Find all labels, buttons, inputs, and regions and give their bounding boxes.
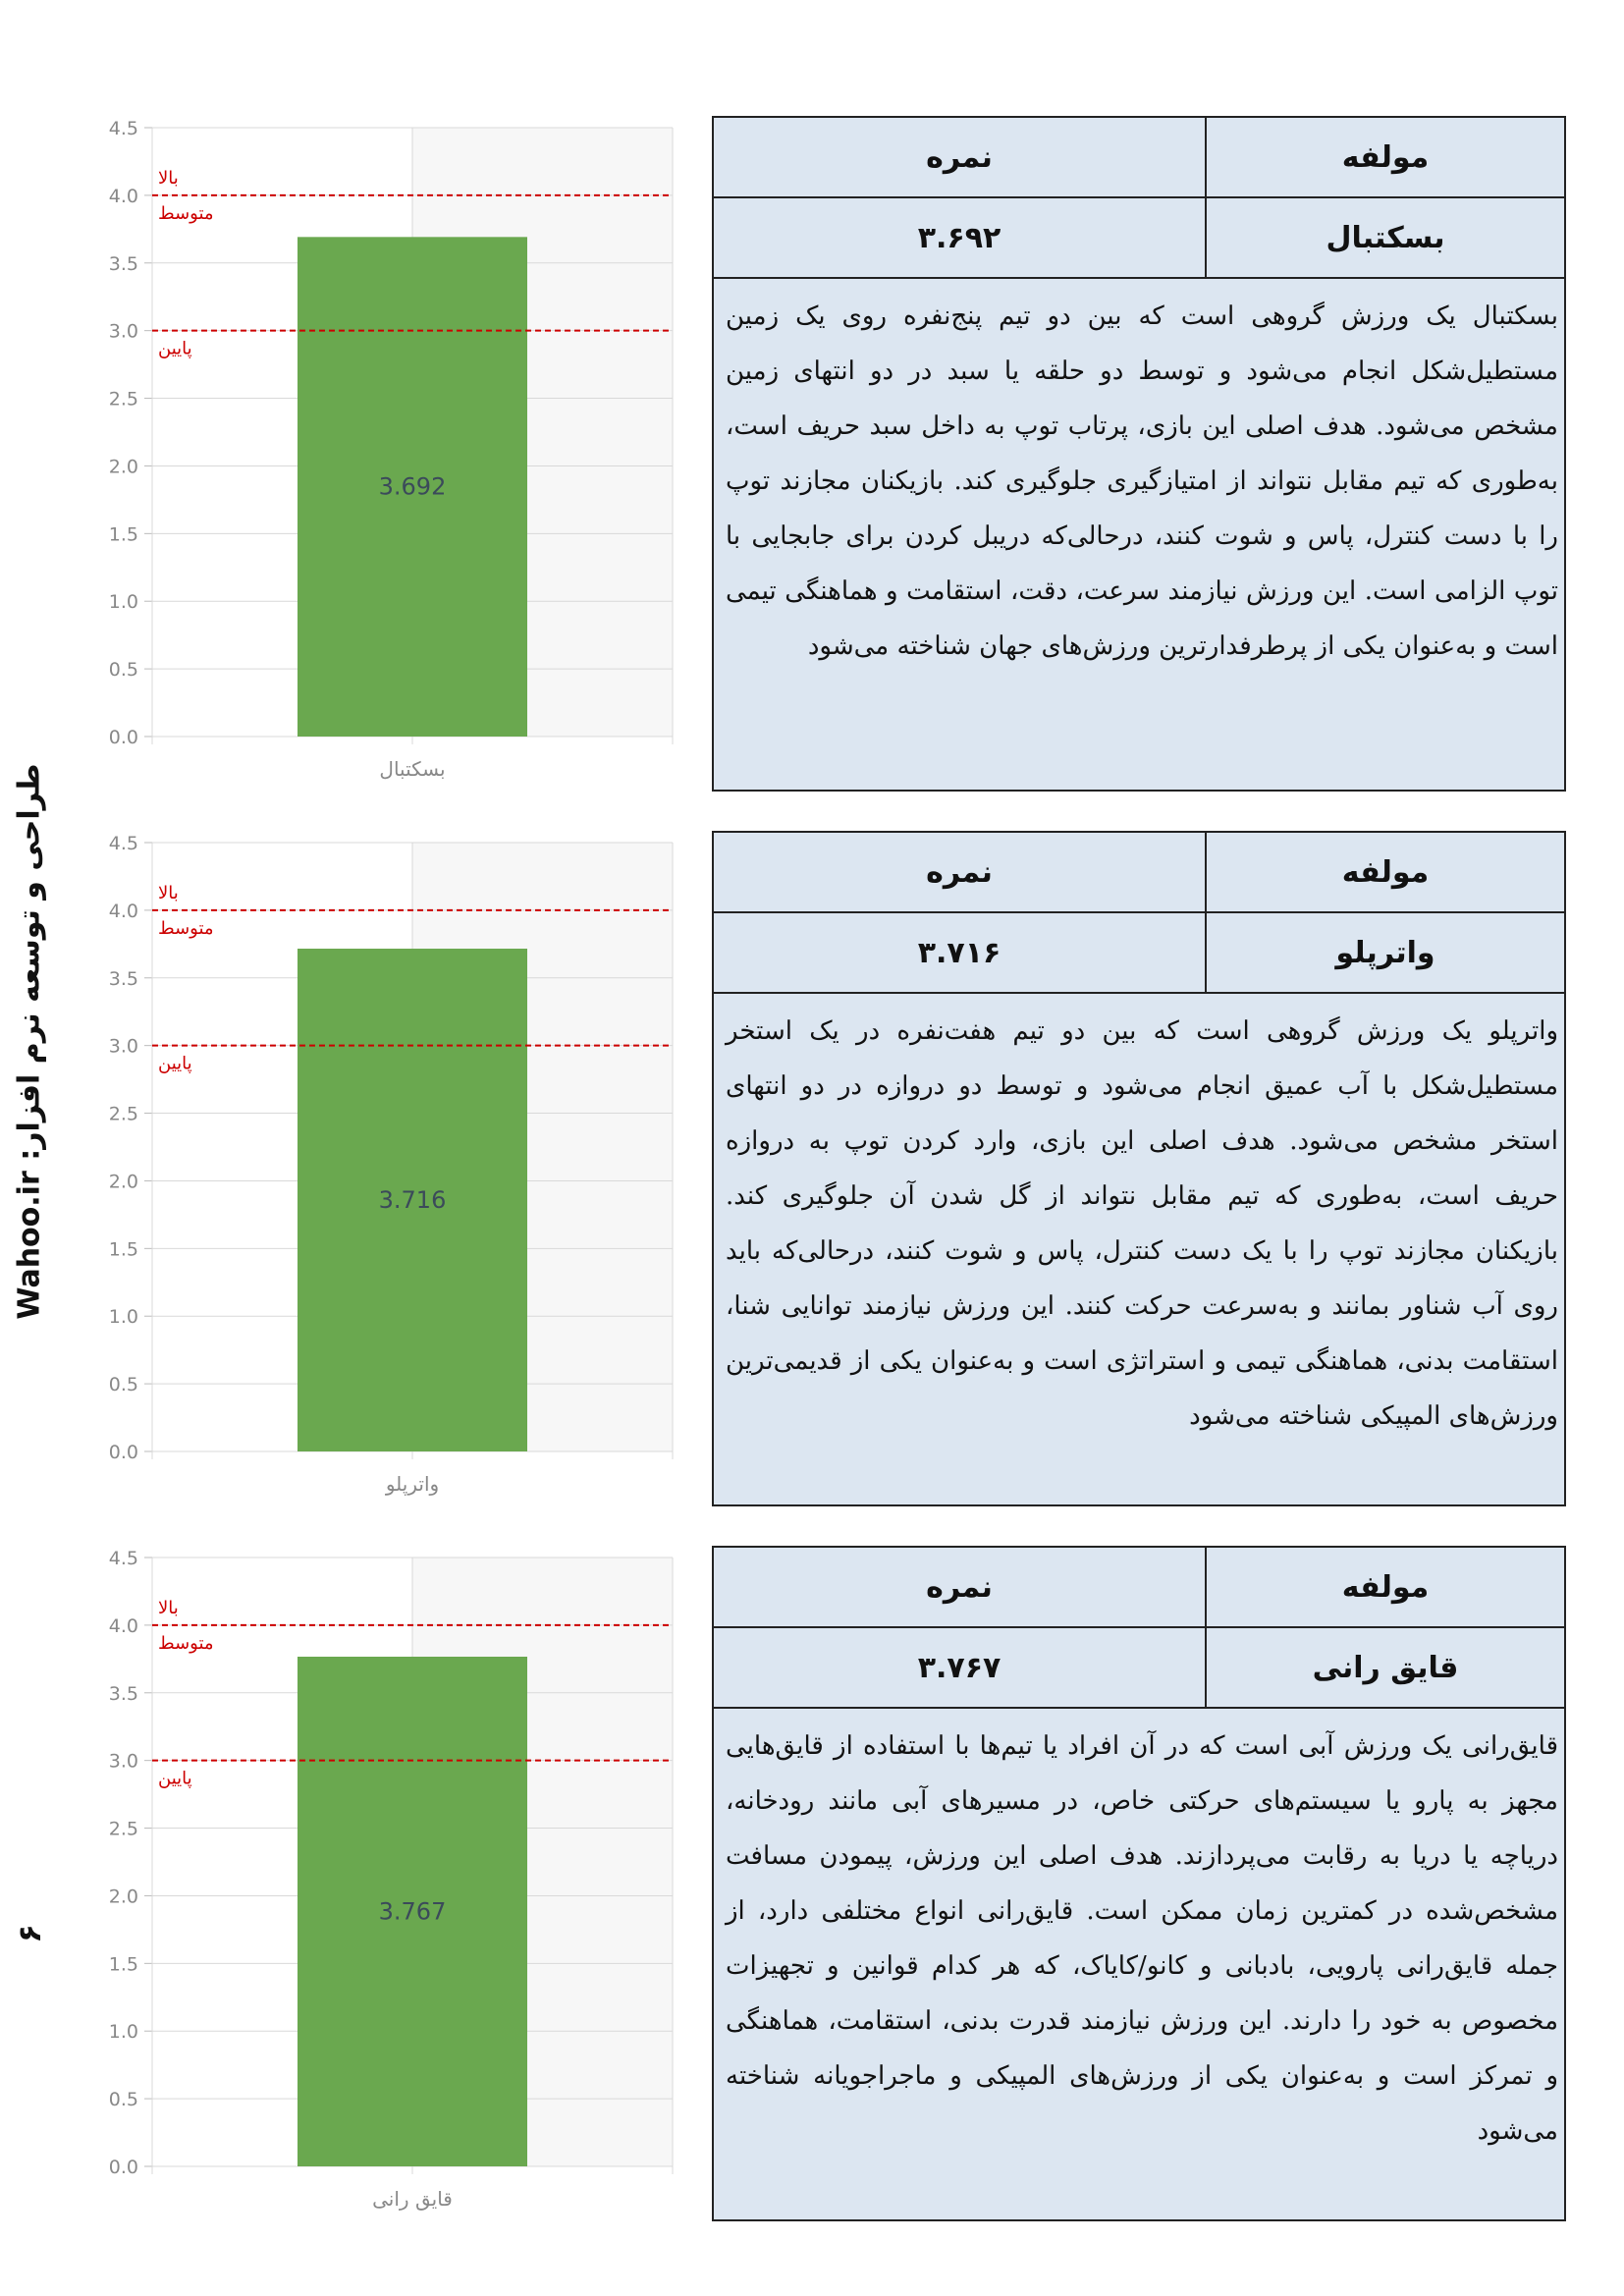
x-category-label: واترپلو xyxy=(385,1472,440,1496)
y-tick-label: 3.0 xyxy=(108,1035,138,1058)
value-row xyxy=(714,1628,1564,1709)
x-category-label: قایق رانی xyxy=(372,2187,453,2211)
header-score: نمره xyxy=(926,1569,993,1605)
side-label xyxy=(0,762,59,1320)
bar-value-label: 3.716 xyxy=(378,1186,447,1215)
y-tick-label: 1.0 xyxy=(108,2021,138,2044)
sport-score: ۳.۷۶۷ xyxy=(917,1650,1001,1685)
y-tick-label: 0.5 xyxy=(108,1374,138,1396)
y-tick-label: 2.5 xyxy=(108,1818,138,1840)
reference-label: بالا xyxy=(158,882,179,903)
y-tick-label: 0.5 xyxy=(108,659,138,682)
sport-score: ۳.۶۹۲ xyxy=(917,220,1001,255)
y-tick-label: 3.0 xyxy=(108,1750,138,1773)
y-tick-label: 3.5 xyxy=(108,967,138,990)
header-name: مولفه xyxy=(1205,1548,1564,1626)
y-tick-label: 3.5 xyxy=(108,252,138,275)
reference-label: بالا xyxy=(158,1597,179,1618)
header-name: مولفه xyxy=(1205,118,1564,196)
sport-description: واترپلو یک ورزش گروهی است که بین دو تیم هفت‌نفره در یک استخر مستطیل‌شکل با آب عمیق انجام می‌شود و توسط دو دروازه در دو انتهای استخر مشخص می‌شود. هدف اصلی این بازی، وارد کردن توپ به دروازه حریف است، به‌طوری که تیم مقابل نتواند از گل شدن آن جلوگیری کند. بازیکنان مجازند توپ را با یک دست کنترل، پاس و شوت کنند، درحالی‌که باید روی آب شناور بمانند و به‌سرعت حرکت کنند. این ورزش نیازمند توانایی شنا، استقامت بدنی، هماهنگی تیمی و استراتژی است و به‌عنوان یکی از قدیمی‌ترین ورزش‌های المپیکی شناخته می‌شود xyxy=(726,1016,1558,1431)
reference-label: متوسط xyxy=(158,1632,214,1654)
y-tick-label: 1.5 xyxy=(108,1953,138,1976)
header-row xyxy=(714,1548,1564,1628)
y-tick-label: 1.0 xyxy=(108,1306,138,1329)
page-number: ۶ xyxy=(10,1924,48,1943)
value-row xyxy=(714,198,1564,279)
side-label-text: طراحی و توسعه نرم افزار: Wahoo.ir xyxy=(12,762,47,1320)
y-tick-label: 4.5 xyxy=(108,1548,138,1569)
y-tick-label: 2.5 xyxy=(108,388,138,410)
value-row xyxy=(714,913,1564,994)
y-tick-label: 4.5 xyxy=(108,833,138,854)
header-score: نمره xyxy=(926,139,993,175)
reference-label: پایین xyxy=(158,338,192,359)
chart-waterpolo xyxy=(93,813,682,1501)
x-category-label: بسکتبال xyxy=(379,757,446,781)
sport-name: واترپلو xyxy=(1205,913,1564,992)
header-row xyxy=(714,833,1564,913)
bar-value-label: 3.692 xyxy=(378,472,447,501)
chart-svg-canoeing xyxy=(93,1528,682,2215)
header-name: مولفه xyxy=(1205,833,1564,911)
y-tick-label: 2.5 xyxy=(108,1103,138,1125)
info-table-canoeing xyxy=(712,1546,1566,2221)
y-tick-label: 0.0 xyxy=(108,2157,138,2178)
info-table-basketball xyxy=(712,116,1566,792)
header-score: نمره xyxy=(926,854,993,890)
reference-label: متوسط xyxy=(158,917,214,939)
y-tick-label: 1.0 xyxy=(108,591,138,614)
y-tick-label: 4.5 xyxy=(108,118,138,139)
sport-name: بسکتبال xyxy=(1205,198,1564,277)
y-tick-label: 0.0 xyxy=(108,727,138,748)
chart-svg-basketball xyxy=(93,98,682,786)
y-tick-label: 4.0 xyxy=(108,1614,138,1637)
y-tick-label: 1.5 xyxy=(108,1238,138,1261)
sport-description: قایق‌رانی یک ورزش آبی است که در آن افراد یا تیم‌ها با استفاده از قایق‌هایی مجهز به پارو یا سیستم‌های حرکتی خاص، در مسیرهای آبی مانند رودخانه، دریاچه یا دریا به رقابت می‌پردازند. هدف اصلی این ورزش، پیمودن مسافت مشخص‌شده در کمترین زمان ممکن است. قایق‌رانی انواع مختلفی دارد، از جمله قایق‌رانی پارویی، بادبانی و کانو/کایاک، که هر کدام قوانین و تجهیزات مخصوص به خود را دارند. این ورزش نیازمند قدرت بدنی، استقامت، هماهنگی و تمرکز است و به‌عنوان یکی از ورزش‌های المپیکی و ماجراجویانه شناخته می‌شود xyxy=(726,1731,1558,2146)
reference-label: پایین xyxy=(158,1053,192,1074)
y-tick-label: 1.5 xyxy=(108,523,138,546)
y-tick-label: 0.0 xyxy=(108,1442,138,1463)
y-tick-label: 3.5 xyxy=(108,1682,138,1705)
sport-score: ۳.۷۱۶ xyxy=(917,935,1001,970)
header-row xyxy=(714,118,1564,198)
y-tick-label: 4.0 xyxy=(108,900,138,922)
y-tick-label: 3.0 xyxy=(108,320,138,343)
chart-canoeing xyxy=(93,1528,682,2215)
y-tick-label: 2.0 xyxy=(108,456,138,478)
y-tick-label: 2.0 xyxy=(108,1886,138,1908)
reference-label: پایین xyxy=(158,1768,192,1789)
chart-svg-waterpolo xyxy=(93,813,682,1501)
reference-label: بالا xyxy=(158,167,179,189)
reference-label: متوسط xyxy=(158,202,214,224)
sport-name: قایق رانی xyxy=(1205,1628,1564,1707)
info-table-waterpolo xyxy=(712,831,1566,1506)
sport-description: بسکتبال یک ورزش گروهی است که بین دو تیم پنج‌نفره روی یک زمین مستطیل‌شکل انجام می‌شود و توسط دو حلقه یا سبد در دو انتهای زمین مشخص می‌شود. هدف اصلی این بازی، پرتاب توپ به داخل سبد حریف است، به‌طوری که تیم مقابل نتواند از امتیازگیری جلوگیری کند. بازیکنان مجازند توپ را با دست کنترل، پاس و شوت کنند، درحالی‌که دریبل کردن برای جابجایی با توپ الزامی است. این ورزش نیازمند سرعت، دقت، استقامت و هماهنگی تیمی است و به‌عنوان یکی از پرطرفدارترین ورزش‌های جهان شناخته می‌شود xyxy=(726,301,1558,661)
y-tick-label: 2.0 xyxy=(108,1171,138,1193)
bar-value-label: 3.767 xyxy=(378,1897,447,1926)
chart-basketball xyxy=(93,98,682,786)
y-tick-label: 4.0 xyxy=(108,185,138,207)
y-tick-label: 0.5 xyxy=(108,2089,138,2111)
